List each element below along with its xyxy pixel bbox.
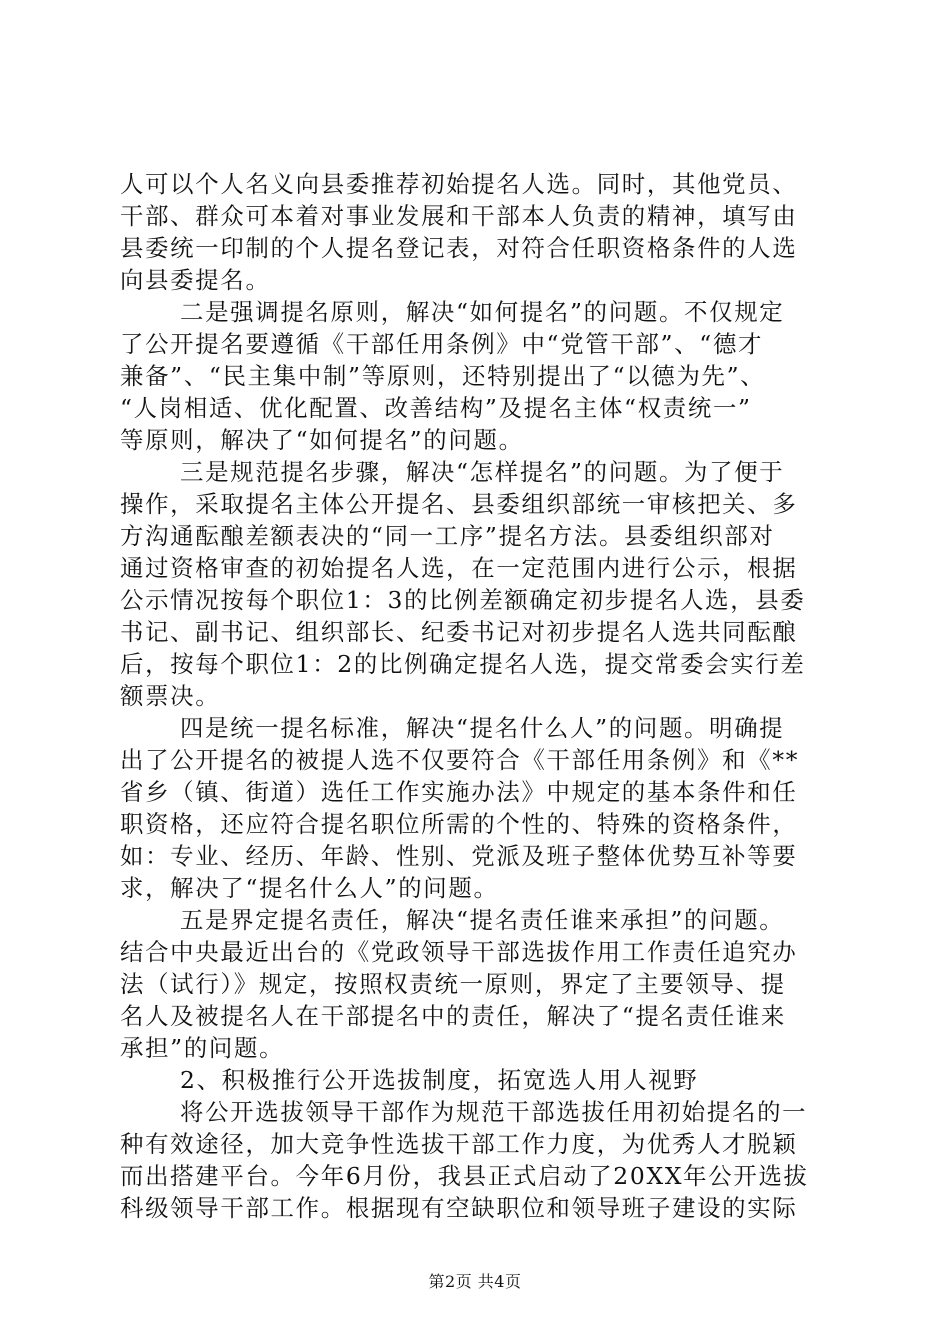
- text-line: 名人及被提名人在干部提名中的责任，解决了“提名责任谁来: [120, 1002, 787, 1030]
- text-line: 2、积极推行公开选拔制度，拓宽选人用人视野: [180, 1066, 699, 1094]
- text-line: 如：专业、经历、年龄、性别、党派及班子整体优势互补等要: [120, 842, 798, 870]
- text-line: 兼备”、“民主集中制”等原则，还特别提出了“以德为先”、: [120, 362, 766, 390]
- text-line: 法（试行）》规定，按照权责统一原则，界定了主要领导、提: [120, 970, 786, 998]
- text-line: 干部、群众可本着对事业发展和干部本人负责的精神，填写由: [120, 202, 798, 230]
- text-line: 省乡（镇、街道）选任工作实施办法》中规定的基本条件和任: [120, 778, 798, 806]
- text-line: 将公开选拔领导干部作为规范干部选拔任用初始提名的一: [180, 1098, 808, 1126]
- text-line: 求，解决了“提名什么人”的问题。: [120, 874, 499, 902]
- text-line: 二是强调提名原则，解决“如何提名”的问题。不仅规定: [180, 298, 785, 326]
- text-line: 承担”的问题。: [120, 1034, 285, 1062]
- text-line: 结合中央最近出台的《党政领导干部选拔作用工作责任追究办: [120, 938, 798, 966]
- text-line: 等原则，解决了“如何提名”的问题。: [120, 426, 524, 454]
- text-line: 后，按每个职位1：2的比例确定提名人选，提交常委会实行差: [120, 650, 806, 678]
- text-line: “人岗相适、优化配置、改善结构”及提名主体“权责统一”: [120, 394, 752, 422]
- text-line: 出了公开提名的被提人选不仅要符合《干部任用条例》和《**: [120, 746, 800, 774]
- text-line: 人可以个人名义向县委推荐初始提名人选。同时，其他党员、: [120, 170, 798, 198]
- text-line: 三是规范提名步骤，解决“怎样提名”的问题。为了便于: [180, 458, 785, 486]
- text-line: 额票决。: [120, 682, 221, 710]
- text-line: 种有效途径，加大竞争性选拔干部工作力度，为优秀人才脱颖: [120, 1130, 798, 1158]
- text-line: 方沟通酝酿差额表决的“同一工序”提名方法。县委组织部对: [120, 522, 775, 550]
- text-line: 而出搭建平台。今年6月份，我县正式启动了20XX年公开选拔: [120, 1162, 809, 1190]
- text-line: 职资格，还应符合提名职位所需的个性的、特殊的资格条件，: [120, 810, 798, 838]
- page-footer: 第2页 共4页: [428, 1272, 522, 1291]
- text-line: 五是界定提名责任，解决“提名责任谁来承担”的问题。: [180, 906, 785, 934]
- text-line: 向县委提名。: [120, 266, 271, 294]
- text-line: 科级领导干部工作。根据现有空缺职位和领导班子建设的实际: [120, 1194, 798, 1222]
- text-line: 书记、副书记、组织部长、纪委书记对初步提名人选共同酝酿: [120, 618, 798, 646]
- text-line: 操作，采取提名主体公开提名、县委组织部统一审核把关、多: [120, 490, 798, 518]
- text-line: 公示情况按每个职位1：3的比例差额确定初步提名人选，县委: [120, 586, 806, 614]
- text-line: 县委统一印制的个人提名登记表，对符合任职资格条件的人选: [120, 234, 798, 262]
- text-line: 四是统一提名标准，解决“提名什么人”的问题。明确提: [180, 714, 785, 742]
- text-line: 通过资格审查的初始提名人选，在一定范围内进行公示，根据: [120, 554, 798, 582]
- document-body: [120, 168, 840, 1224]
- text-line: 了公开提名要遵循《干部任用条例》中“党管干部”、“德才: [120, 330, 764, 358]
